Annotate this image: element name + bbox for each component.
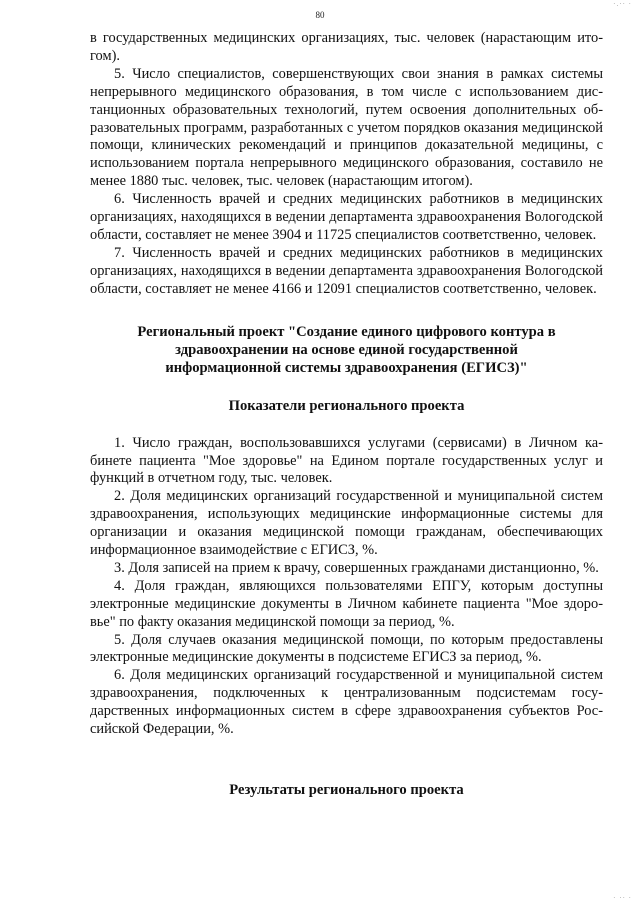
scan-artifact-top-right: ·.·· ·	[613, 0, 632, 8]
page-number: 80	[315, 10, 325, 20]
intro-paragraph-1: в государственных медицинских организациях, тыс. человек (нарастающим итогом).	[90, 30, 603, 64]
intro-paragraph-2: 5. Число специалистов, совершенствующих свои знания в рамках системы непрерывного медицинского образования, в том числе с использованием дистанционных образовательных технологий, путем освоения дополнительных образовательных программ, разработанных с учетом порядков оказания медицинской помощи, клинических рекомендаций и принципов доказательной медицины, с использованием портала непрерывного медицинского образования, составило не менее 1880 тыс. человек, тыс. человек (нарастающим итогом).	[90, 65, 603, 190]
project-title-block	[90, 323, 603, 377]
indicator-item-3: 3. Доля записей на прием к врачу, совершенных гражданами дистанционно, %.	[114, 559, 599, 576]
indicator-item-5: 5. Доля случаев оказания медицинской помощи, по которым предоставлены электронные медицинские документы в подсистеме ЕГИСЗ за период, %.	[90, 631, 603, 666]
indicators-heading: Показатели регионального проекта	[228, 397, 465, 414]
project-title: Региональный проект "Создание единого цифрового контура в здравоохранении на основе единой государственной информационной системы здравоохранения (ЕГИСЗ)"	[137, 323, 556, 376]
indicator-item-4: 4. Доля граждан, являющихся пользователями ЕПГУ, которым доступны электронные медицинские документы в Личном кабинете пациента "Мое здоровье" по факту оказания медицинской помощи за период, %.	[90, 577, 603, 630]
indicator-item-1: 1. Число граждан, воспользовавшихся услугами (сервисами) в Личном кабинете пациента "Мое здоровье" на Едином портале государственных услуг и функций в отчетном году, тыс. человек.	[90, 434, 603, 487]
intro-paragraph-3: 6. Численность врачей и средних медицинских работников в медицинских организациях, находящихся в ведении департамента здравоохранения Вологодской области, составляет не менее 3904 и 11725 специалистов соответственно, человек.	[90, 191, 603, 243]
indicator-item-2: 2. Доля медицинских организаций государственной и муниципальной систем здравоохранения, использующих медицинские информационные системы для организации и оказания медицинской помощи гражданам, обеспечивающих информационное взаимодействие с ЕГИСЗ, %.	[90, 488, 603, 559]
indicators-list	[90, 435, 603, 739]
document-body	[90, 30, 603, 799]
indicator-item-6: 6. Доля медицинских организаций государственной и муниципальной систем здравоохранения, подключенных к централизованным подсистемам государственных информационных систем в сфере здравоохранения субъектов Российской Федерации, %.	[90, 667, 603, 738]
results-heading: Результаты регионального проекта	[229, 782, 464, 798]
intro-paragraph-4: 7. Численность врачей и средних медицинских работников в медицинских организациях, находящихся в ведении департамента здравоохранения Вологодской области, составляет не менее 4166 и 12091 специалистов соответственно, человек.	[90, 244, 603, 297]
scan-artifact-bottom-right: · ·· ·	[613, 894, 632, 902]
